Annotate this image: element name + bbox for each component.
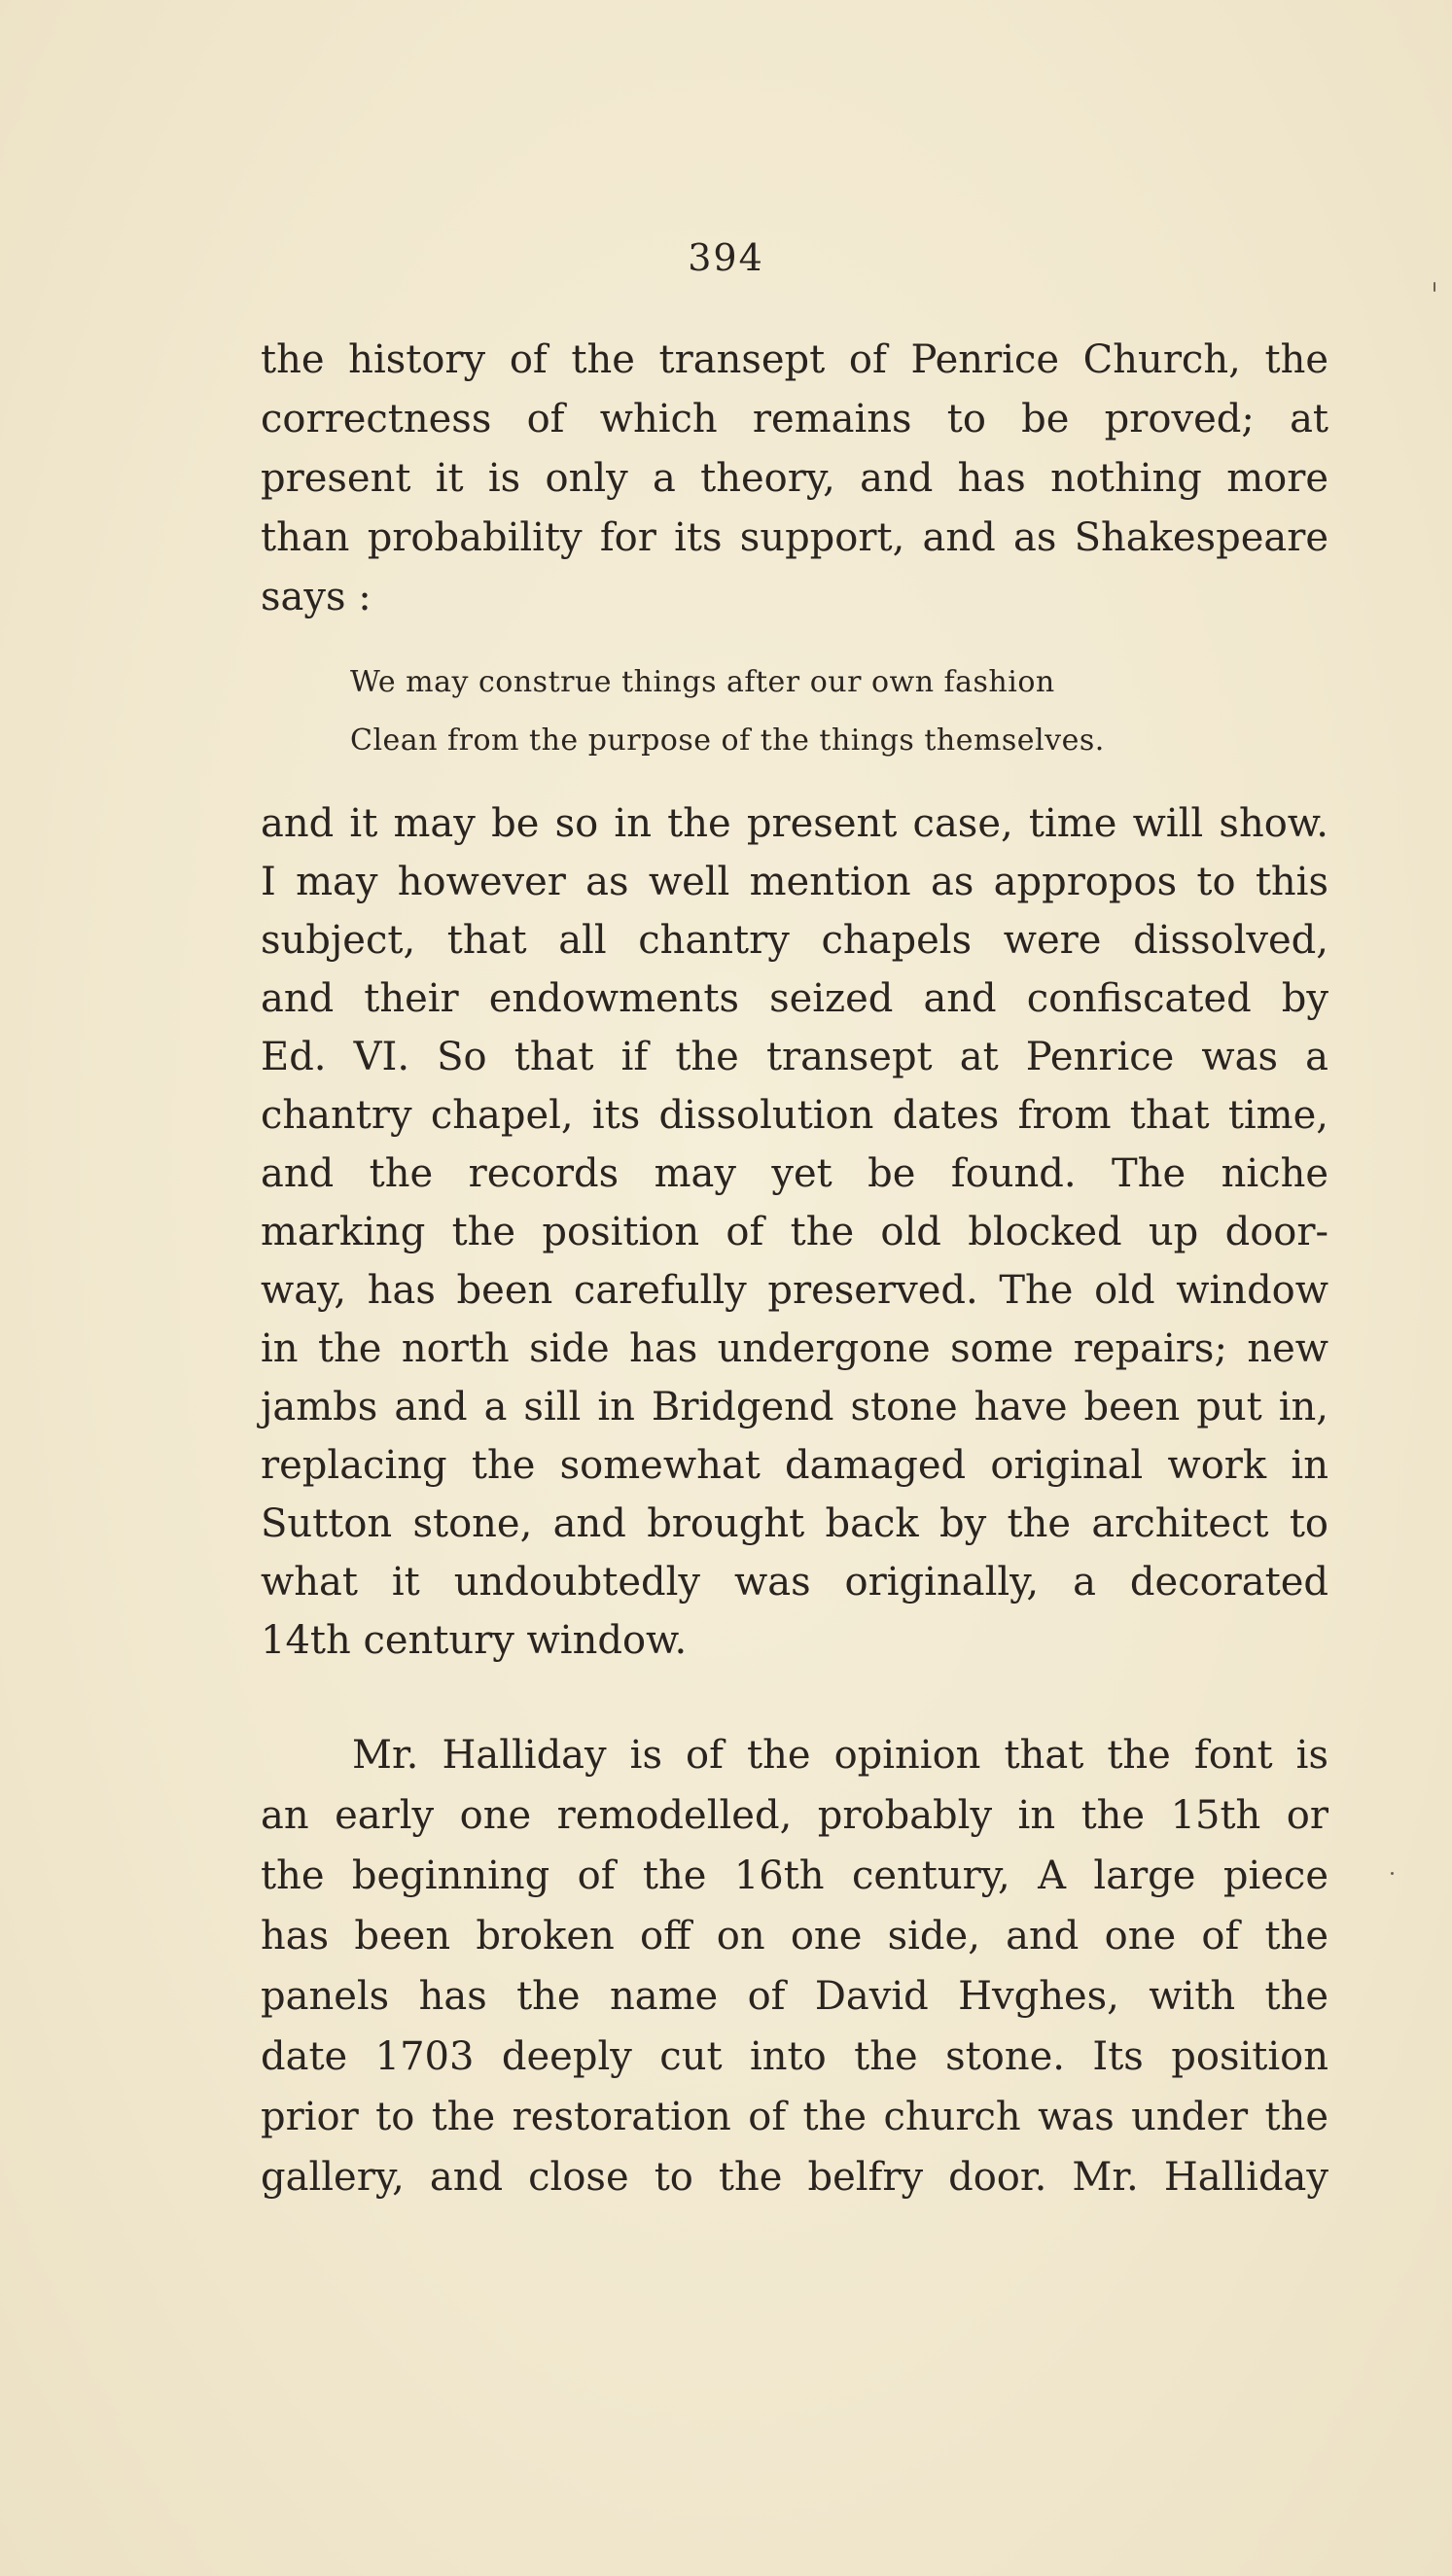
text-line: has been broken off on one side, and one of the: [261, 1914, 1328, 1958]
text-line: way, has been carefully preserved. The old window: [261, 1268, 1328, 1313]
text-line: an early one remodelled, probably in the 15th or: [261, 1793, 1328, 1838]
text-line: the history of the transept of Penrice Church, the: [261, 337, 1328, 382]
text-line: says :: [261, 575, 372, 619]
text-line: and the records may yet be found. The niche: [261, 1151, 1328, 1196]
paper-speck: [1391, 1872, 1394, 1875]
text-line: Ed. VI. So that if the transept at Penrice was a: [261, 1035, 1328, 1079]
text-line: date 1703 deeply cut into the stone. Its position: [261, 2034, 1328, 2079]
text-line: and their endowments seized and confiscated by: [261, 976, 1328, 1021]
text-line: and it may be so in the present case, time will show.: [261, 801, 1328, 846]
text-line: prior to the restoration of the church was under the: [261, 2095, 1328, 2139]
text-line: the beginning of the 16th century, A large piece: [261, 1853, 1328, 1898]
text-line: present it is only a theory, and has nothing more: [261, 456, 1328, 501]
text-line: Mr. Halliday is of the opinion that the font is: [352, 1733, 1328, 1778]
text-line: jambs and a sill in Bridgend stone have been put in,: [261, 1385, 1328, 1429]
page-number: 394: [688, 236, 764, 279]
text-line: 14th century window.: [261, 1618, 688, 1663]
text-line: what it undoubtedly was originally, a decorated: [261, 1560, 1328, 1605]
text-line: marking the position of the old blocked up door-: [261, 1210, 1328, 1254]
quote-line: We may construe things after our own fashion: [350, 665, 1055, 699]
text-line: than probability for its support, and as Shakespeare: [261, 515, 1328, 560]
text-line: in the north side has undergone some repairs; new: [261, 1326, 1328, 1371]
text-line: I may however as well mention as appropos to this: [261, 860, 1328, 904]
text-line: chantry chapel, its dissolution dates from that time,: [261, 1093, 1328, 1138]
text-line: correctness of which remains to be proved; at: [261, 397, 1328, 441]
text-line: panels has the name of David Hvghes, with the: [261, 1974, 1328, 2019]
quote-line: Clean from the purpose of the things themselves.: [350, 723, 1105, 758]
paper-speck: [1434, 282, 1435, 292]
text-line: replacing the somewhat damaged original work in: [261, 1443, 1328, 1488]
text-line: Sutton stone, and brought back by the architect to: [261, 1501, 1328, 1546]
text-line: gallery, and close to the belfry door. Mr. Halliday: [261, 2155, 1328, 2200]
text-line: subject, that all chantry chapels were dissolved,: [261, 918, 1328, 963]
